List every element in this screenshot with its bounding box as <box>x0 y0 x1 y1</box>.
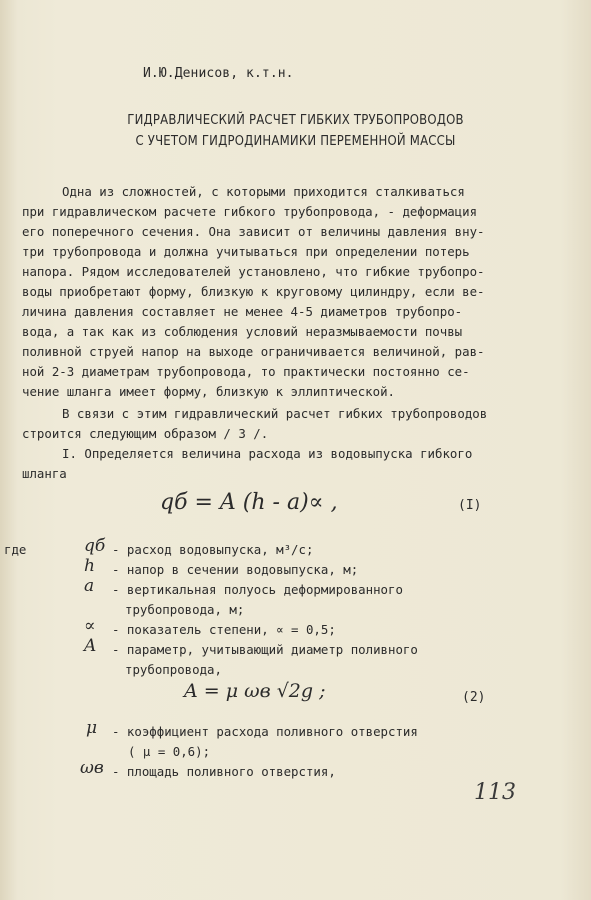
body-line: I. Определяется величина расхода из водовыпуска гибкого <box>62 446 473 461</box>
body-line: строится следующим образом / 3 /. <box>22 426 269 441</box>
page-number: 113 <box>474 780 516 805</box>
definition-text: трубопровода, <box>125 662 222 677</box>
definition-text: - показатель степени, ∝ = 0,5; <box>112 622 336 637</box>
equation-number-2: (2) <box>462 690 486 705</box>
definition-text: трубопровода, м; <box>125 602 245 617</box>
definition-text: - напор в сечении водовыпуска, м; <box>112 562 359 577</box>
definition-symbol: h <box>84 556 95 576</box>
body-line: В связи с этим гидравлический расчет гибких трубопроводов <box>62 406 488 421</box>
title-line-1: ГИДРАВЛИЧЕСКИЙ РАСЧЕТ ГИБКИХ ТРУБОПРОВОДОВ <box>127 113 464 128</box>
body-line: поливной струей напор на выходе ограничивается величиной, рав- <box>22 344 485 359</box>
definition-symbol: ∝ <box>84 616 96 636</box>
body-line: чение шланга имеет форму, близкую к эллиптической. <box>22 384 395 399</box>
definition-symbol: qб <box>84 536 106 556</box>
definition-symbol: a <box>84 576 95 596</box>
body-line: вода, а так как из соблюдения условий неразмываемости почвы <box>22 324 463 339</box>
definition-text: - коэффициент расхода поливного отверстия <box>112 724 418 739</box>
definition-text: - площадь поливного отверстия, <box>112 764 336 779</box>
body-line: напора. Рядом исследователей установлено, что гибкие трубопро- <box>22 264 485 279</box>
equation-number-1: (I) <box>458 498 482 513</box>
formula-1: qб = A (h - a)∝ , <box>160 490 338 515</box>
definition-symbol: μ <box>86 718 98 738</box>
author-line: И.Ю.Денисов, к.т.н. <box>143 66 294 81</box>
body-line: ной 2-3 диаметрам трубопровода, то практически постоянно се- <box>22 364 470 379</box>
body-line: Одна из сложностей, с которыми приходится сталкиваться <box>62 184 465 199</box>
body-line: при гидравлическом расчете гибкого трубопровода, - деформация <box>22 204 478 219</box>
definition-symbol: ωв <box>80 758 104 778</box>
definition-symbol: A <box>84 636 97 656</box>
where-label: где <box>4 542 27 557</box>
formula-2: A = μ ωв √2g ; <box>184 680 326 702</box>
definition-text: - расход водовыпуска, м³/с; <box>112 542 314 557</box>
definition-text: ( μ = 0,6); <box>128 744 211 759</box>
body-line: шланга <box>22 466 67 481</box>
definition-text: - параметр, учитывающий диаметр поливного <box>112 642 418 657</box>
body-line: личина давления составляет не менее 4-5 диаметров трубопро- <box>22 304 463 319</box>
title-line-2: С УЧЕТОМ ГИДРОДИНАМИКИ ПЕРЕМЕННОЙ МАССЫ <box>135 134 456 149</box>
body-line: его поперечного сечения. Она зависит от величины давления вну- <box>22 224 485 239</box>
body-line: три трубопровода и должна учитываться при определении потерь <box>22 244 470 259</box>
definition-text: - вертикальная полуось деформированного <box>112 582 403 597</box>
body-line: воды приобретают форму, близкую к круговому цилиндру, если ве- <box>22 284 485 299</box>
